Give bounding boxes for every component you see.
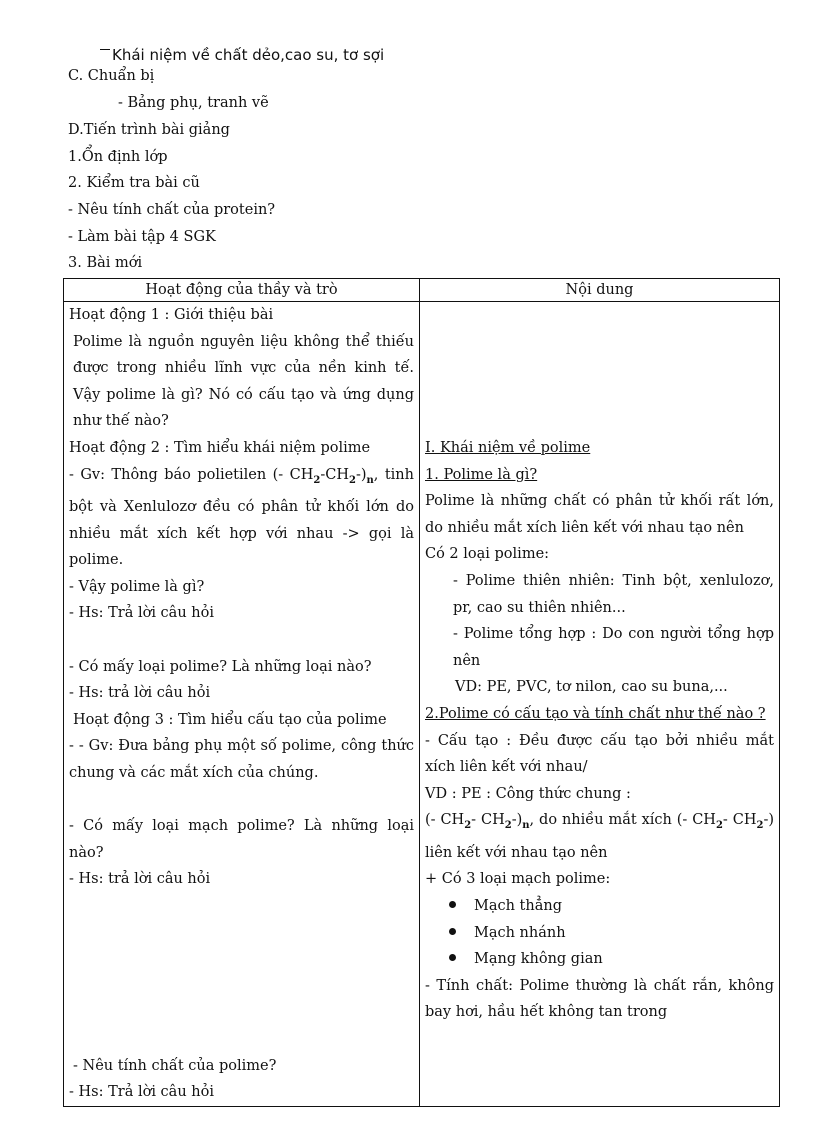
table-body-row	[64, 302, 780, 1107]
properties-description: - Tính chất: Polime thường là chất rắn, không bay hơi, hầu hết không tan trong	[425, 977, 774, 1021]
title-line	[100, 45, 384, 65]
text-part: -)	[355, 466, 367, 483]
spacer	[69, 920, 414, 947]
activity-3-heading: Hoạt động 3 : Tìm hiểu cấu tạo của polime	[73, 711, 387, 728]
text-part: (- CH	[425, 812, 465, 829]
activity-2-teacher-note	[69, 462, 414, 574]
text-part: -CH	[320, 466, 349, 483]
text-part: - CH	[722, 812, 757, 829]
activity-2-heading: Hoạt động 2 : Tìm hiểu khái niệm polime	[69, 439, 371, 456]
activity-1-heading: Hoạt động 1 : Giới thiệu bài	[69, 307, 274, 323]
pe-formula-label: VD : PE : Công thức chung :	[425, 785, 631, 802]
bullet-text: Mạch nhánh	[474, 924, 566, 941]
polime-types-intro: Có 2 loại polime:	[425, 546, 550, 563]
section-i-heading: I. Khái niệm về polime	[425, 439, 591, 456]
review-question-1: - Nêu tính chất của protein?	[68, 202, 276, 218]
activity-3-question-2: - Nêu tính chất của polime?	[73, 1057, 277, 1074]
polime-examples: VD: PE, PVC, tơ nilon, cao su buna,...	[455, 679, 728, 696]
step-2: 2. Kiểm tra bài cũ	[68, 175, 200, 191]
content-cell	[420, 302, 780, 1107]
spacer	[69, 973, 414, 1000]
spacer	[69, 627, 414, 654]
subscript: n	[522, 820, 530, 832]
text-part: -)	[511, 812, 523, 829]
column-header-content: Nội dung	[420, 279, 780, 302]
natural-polime: - Polime thiên nhiên: Tinh bột, xenlulozơ, pr, cao su thiên nhiên...	[453, 572, 774, 616]
bullet-text: Mạng không gian	[474, 951, 603, 968]
bullet-text: Mạch thẳng	[474, 897, 562, 914]
subscript: 2	[348, 474, 356, 486]
section-c-heading: C. Chuẩn bị	[68, 68, 155, 84]
bullet-item	[425, 893, 774, 920]
polime-definition: Polime là những chất có phân tử khối rất lớn, do nhiều mắt xích liên kết với nhau tạo nên	[425, 493, 774, 536]
text-part: -) liên kết với nhau tạo nên	[425, 812, 774, 861]
text-part: - Gv: Thông báo polietilen (- CH	[69, 466, 314, 483]
activity-2-question: - Vậy polime là gì?	[69, 578, 205, 595]
spacer	[425, 329, 774, 356]
bullet-item	[425, 946, 774, 973]
spacer	[69, 787, 414, 814]
subsection-2-heading: 2.Polime có cấu tạo và tính chất như thế nào ?	[425, 705, 766, 722]
step-1: 1.Ổn định lớp	[68, 149, 168, 165]
activity-2-answer: - Hs: Trả lời câu hỏi	[69, 605, 214, 622]
title-dash	[100, 49, 110, 50]
spacer	[69, 893, 414, 920]
activity-1-intro: Polime là nguồn nguyên liệu không thể thiếu được trong nhiều lĩnh vực của nền kinh tế. Vậy polime là gì? Nó có cấu tạo và ứng dụng như thế nào?	[73, 333, 414, 430]
activity-3-teacher-note: - - Gv: Đưa bảng phụ một số polime, công thức chung và các mắt xích của chúng.	[69, 738, 414, 781]
spacer	[425, 408, 774, 435]
chain-types-intro: + Có 3 loại mạch polime:	[425, 871, 611, 888]
activity-3-answer-2: - Hs: Trả lời câu hỏi	[69, 1084, 214, 1101]
activity-2-question-2: - Có mấy loại polime? Là những loại nào?	[69, 658, 372, 675]
text-part: , tinh bột và Xenlulozơ đều có phân tử khối lớn do nhiều mắt xích kết hợp với nhau -> gọi là polime.	[69, 466, 414, 569]
structure-description: - Cấu tạo : Đều được cấu tạo bởi nhiều mắt xích liên kết với nhau/	[425, 732, 774, 776]
section-c-item: - Bảng phụ, tranh vẽ	[118, 95, 269, 111]
subscript: 2	[504, 820, 512, 832]
title-text: Khái niệm về chất dẻo,cao su, tơ sợi	[112, 46, 385, 64]
lesson-table	[63, 278, 780, 1107]
text-part: - CH	[471, 812, 505, 829]
activity-2-answer-2: - Hs: trả lời câu hỏi	[69, 685, 211, 702]
bullet-icon	[449, 901, 456, 908]
review-question-2: - Làm bài tập 4 SGK	[68, 229, 216, 245]
subscript: 2	[756, 820, 764, 832]
section-d-heading: D.Tiến trình bài giảng	[68, 122, 230, 138]
subscript: 2	[464, 820, 472, 832]
activities-cell	[64, 302, 420, 1107]
subscript: 2	[715, 820, 723, 832]
activity-3-answer: - Hs: trả lời câu hỏi	[69, 871, 211, 888]
bullet-icon	[449, 954, 456, 961]
column-header-activities: Hoạt động của thầy và trò	[64, 279, 420, 302]
subscript: n	[366, 474, 374, 486]
synthetic-polime: - Polime tổng hợp : Do con người tổng hợp nên	[453, 626, 774, 669]
spacer	[69, 999, 414, 1026]
subscript: 2	[313, 474, 321, 486]
pe-formula	[425, 807, 774, 866]
step-3: 3. Bài mới	[68, 255, 143, 271]
text-part: , do nhiều mắt xích (- CH	[529, 812, 716, 829]
spacer	[69, 1026, 414, 1053]
table-header-row	[64, 279, 780, 302]
bullet-icon	[449, 928, 456, 935]
subsection-1-heading: 1. Polime là gì?	[425, 466, 538, 483]
spacer	[425, 355, 774, 382]
spacer	[69, 946, 414, 973]
activity-3-question: - Có mấy loại mạch polime? Là những loại nào?	[69, 818, 414, 861]
spacer	[425, 302, 774, 329]
bullet-item	[425, 920, 774, 947]
spacer	[425, 382, 774, 409]
